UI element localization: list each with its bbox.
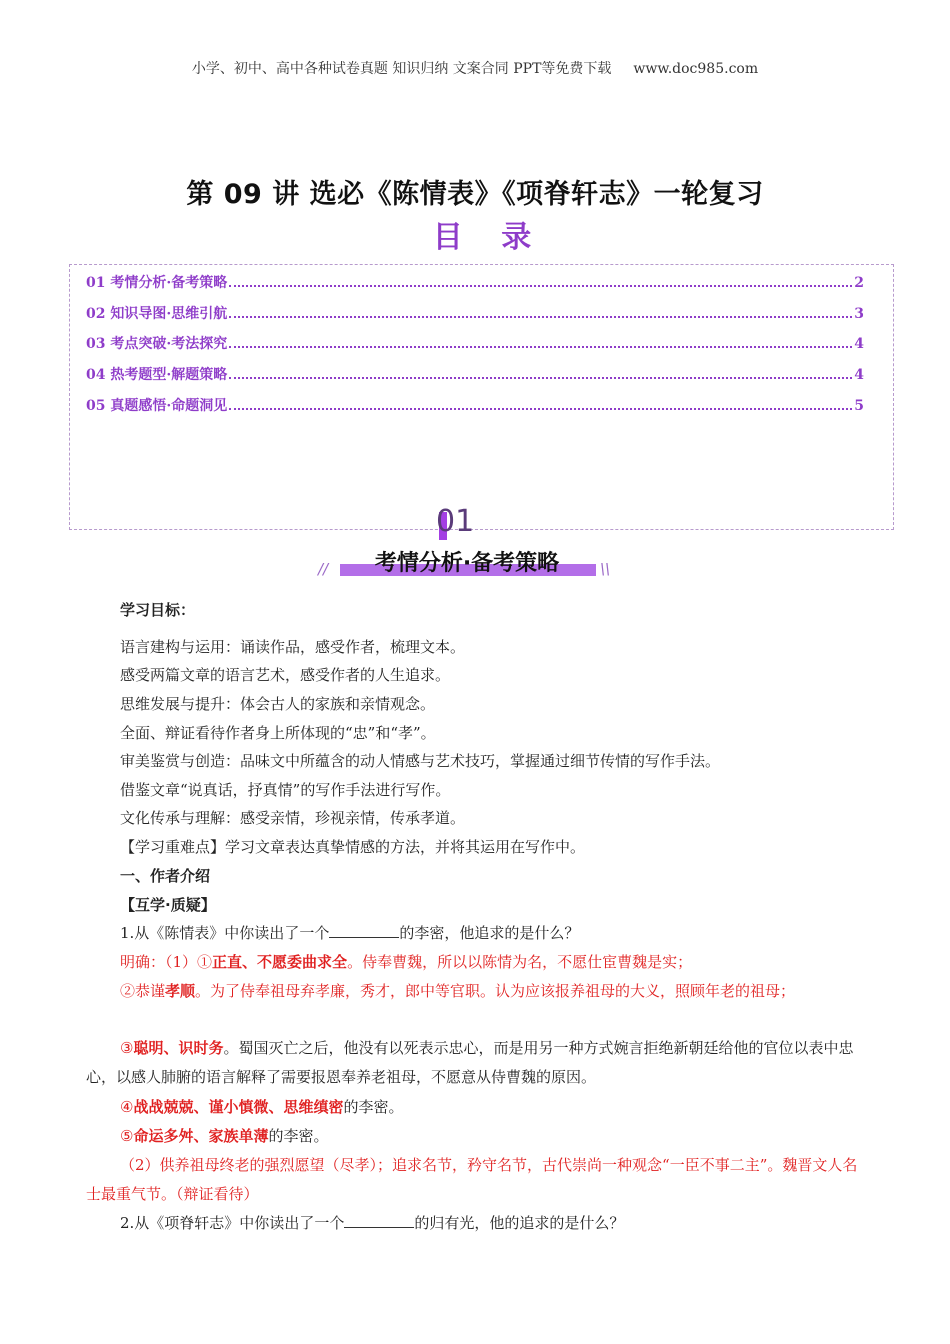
toc-item-3[interactable] — [86, 333, 864, 355]
document-title: 第 09 讲 选必《陈情表》《项脊轩志》一轮复习 — [186, 179, 764, 210]
toc-item-label: 04 热考题型·解题策略 — [86, 367, 228, 383]
author-heading: 一、作者介绍 — [120, 867, 211, 885]
section-banner — [336, 544, 598, 578]
toc-item-label: 05 真题感悟·命题洞见 — [86, 398, 228, 414]
toc-item-page: 3 — [854, 306, 864, 322]
goal-line: 文化传承与理解：感受亲情，珍视亲情，传承孝道。 — [120, 809, 466, 827]
toc-item-label: 01 考情分析·备考策略 — [86, 275, 228, 291]
section-title: 考情分析·备考策略 — [374, 551, 560, 576]
toc-item-5[interactable] — [86, 395, 864, 417]
key-point: 【学习重难点】学习文章表达真挚情感的方法，并将其运用在写作中。 — [120, 838, 586, 856]
toc-item-label: 03 考点突破·考法探究 — [86, 336, 228, 352]
question-1: 1.从《陈情表》中你读出了一个 的李密，他追求的是什么？ — [120, 924, 580, 942]
header-text: 小学、初中、高中各种试卷真题 知识归纳 文案合同 PPT等免费下载 — [191, 61, 612, 77]
goal-line: 思维发展与提升：体会古人的家族和亲情观念。 — [120, 695, 436, 713]
toc-item-4[interactable] — [86, 364, 864, 386]
toc-heading: 目 录 — [432, 220, 546, 255]
toc-item-page: 2 — [854, 275, 864, 291]
answer-blank[interactable] — [344, 1213, 414, 1228]
goals-heading: 学习目标： — [120, 601, 196, 619]
answer-line-2: ②恭谨孝顺。为了侍奉祖母弃孝廉，秀才，郎中等官职。认为应该报养祖母的大义，照顾年老的祖母； — [120, 982, 796, 1000]
section-number: 01 — [436, 504, 475, 539]
page-header — [0, 58, 950, 78]
goal-line: 审美鉴赏与创造：品味文中所蕴含的动人情感与艺术技巧，掌握通过细节传情的写作手法。 — [120, 752, 721, 770]
toc-item-page: 4 — [854, 367, 864, 383]
goal-line: 借鉴文章“说真话，抒真情”的写作手法进行写作。 — [120, 781, 451, 799]
slash-decoration-right: \\ — [600, 560, 611, 578]
toc-item-label: 02 知识导图·思维引航 — [86, 306, 228, 322]
answer-blank[interactable] — [329, 923, 399, 938]
toc-item-page: 4 — [854, 336, 864, 352]
goal-line: 感受两篇文章的语言艺术，感受作者的人生追求。 — [120, 666, 451, 684]
answer-line-5: ⑤命运多舛、家族单薄的李密。 — [120, 1127, 329, 1145]
answer-line-3: ③聪明、识时务。蜀国灭亡之后，他没有以死表示忠心，而是用另一种方式婉言拒绝新朝廷给他的官位以表中忠心，以感人肺腑的语言解释了需要报恩奉养老祖母，不愿意从侍曹魏的原因。 — [86, 1039, 854, 1086]
answer-line-1: 明确：（1）①正直、不愿委曲求全。侍奉曹魏，所以以陈情为名，不愿仕宦曹魏是实； — [120, 953, 693, 971]
toc-item-1[interactable] — [86, 272, 864, 294]
answer-line-4: ④战战兢兢、谨小慎微、思维缜密的李密。 — [120, 1098, 404, 1116]
answer-line-6: （2）供养祖母终老的强烈愿望（尽孝）；追求名节，矜守名节，古代崇尚一种观念“一臣不事二主”。魏晋文人名士最重气节。（辩证看待） — [86, 1156, 858, 1203]
interactive-heading: 【互学·质疑】 — [120, 896, 216, 914]
toc-item-2[interactable] — [86, 303, 864, 325]
question-2: 2.从《项脊轩志》中你读出了一个 的归有光，他的追求的是什么？ — [120, 1214, 625, 1232]
goal-line: 语言建构与运用：诵读作品，感受作者，梳理文本。 — [120, 638, 466, 656]
goal-line: 全面、辩证看待作者身上所体现的“忠”和“孝”。 — [120, 724, 436, 742]
toc-item-page: 5 — [854, 398, 864, 414]
slash-decoration-left: // — [318, 560, 329, 578]
header-url[interactable]: www.doc985.com — [633, 61, 759, 77]
